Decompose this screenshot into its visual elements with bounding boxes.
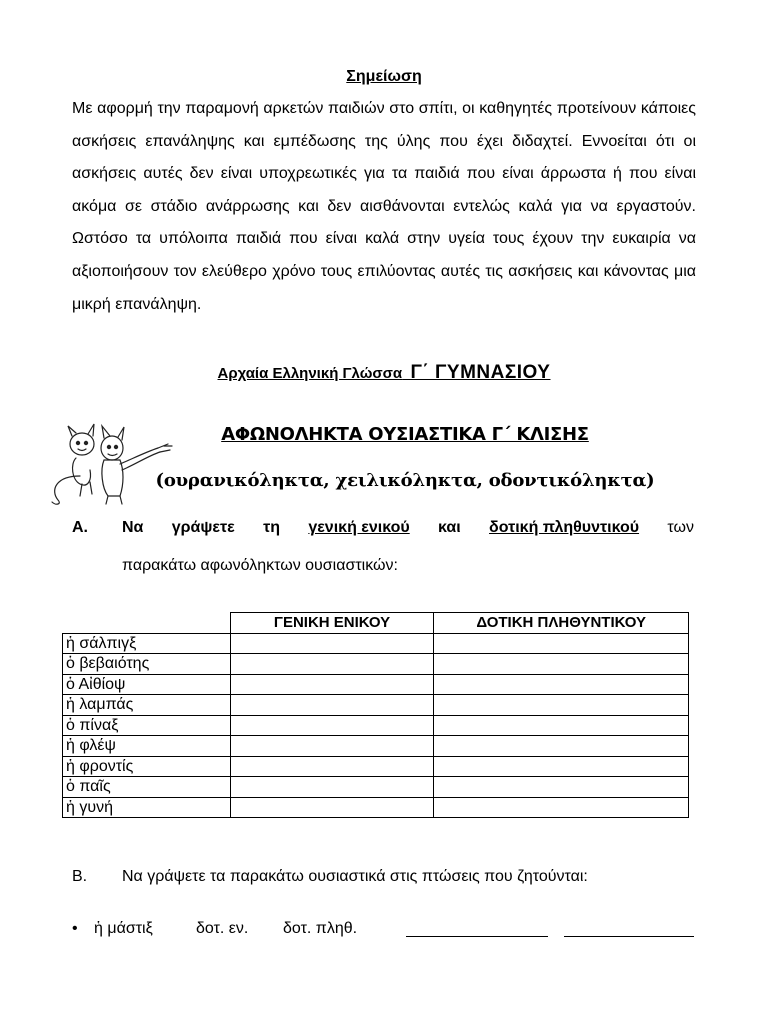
instr-word: γράψετε <box>171 519 235 536</box>
answer-cell[interactable] <box>434 674 689 695</box>
noun-cell: ἡ φλέψ <box>63 736 231 757</box>
section-a-instruction-cont: παρακάτω αφωνόληκτων ουσιαστικών: <box>122 557 398 574</box>
table-header-blank <box>63 613 231 634</box>
answer-cell[interactable] <box>434 654 689 675</box>
answer-cell[interactable] <box>230 715 434 736</box>
note-body: Με αφορμή την παραμονή αρκετών παιδιών στο σπίτι, οι καθηγητές προτείνουν κάποιες ασκήσεις επανάληψης και εμπέδωσης της ύλης που έχει διδαχτεί. Εννοείται ότι οι ασκήσεις αυτές δεν είναι υποχρεωτικές για τα παιδιά που είναι άρρωστα ή που είναι ακόμα σε στάδιο ανάρρωσης και δεν αισθάνονται εντελώς καλά για να εργαστούν. Ωστόσο τα υπόλοιπα παιδιά που είναι καλά στην υγεία τους έχουν την ευκαιρία να αξιοποιήσουν τον ελεύθερο χρόνο τους επιλύοντας αυτές τις ασκήσεις και κάνοντας μια μικρή επανάληψη. <box>72 100 696 313</box>
noun-cell: ἡ γυνή <box>63 797 231 818</box>
answer-cell[interactable] <box>434 736 689 757</box>
noun-cell: ὁ παῖς <box>63 777 231 798</box>
answer-cell[interactable] <box>434 756 689 777</box>
instr-word: και <box>438 519 461 536</box>
table-row <box>63 715 689 736</box>
answer-cell[interactable] <box>230 797 434 818</box>
instr-word: των <box>667 519 694 536</box>
table-row <box>63 756 689 777</box>
section-a-instruction <box>122 519 694 537</box>
answer-cell[interactable] <box>230 633 434 654</box>
answer-cell[interactable] <box>230 777 434 798</box>
subject-name: Αρχαία Ελληνική Γλώσσα <box>217 365 403 382</box>
answer-blank[interactable] <box>406 936 548 937</box>
section-a-label: Α. <box>72 519 88 536</box>
answer-cell[interactable] <box>230 654 434 675</box>
answer-cell[interactable] <box>230 756 434 777</box>
answer-cell[interactable] <box>230 736 434 757</box>
noun-cell: ὁ Αἰθίοψ <box>63 674 231 695</box>
answer-blank[interactable] <box>564 936 694 937</box>
table-row <box>63 654 689 675</box>
instr-word: τη <box>263 519 280 536</box>
table-row <box>63 674 689 695</box>
noun-cell: ἡ λαμπάς <box>63 695 231 716</box>
exercise-case-dative-plural: δοτ. πληθ. <box>283 920 358 937</box>
table-row <box>63 695 689 716</box>
table-header-genitive-singular: ΓΕΝΙΚΗ ΕΝΙΚΟΥ <box>230 613 434 634</box>
answer-cell[interactable] <box>230 695 434 716</box>
subject-line <box>0 362 768 384</box>
exercise-case-dative-singular: δοτ. εν. <box>196 920 249 937</box>
table-row <box>63 777 689 798</box>
answer-cell[interactable] <box>434 633 689 654</box>
answer-cell[interactable] <box>434 797 689 818</box>
table-row <box>63 736 689 757</box>
table-header-row <box>63 613 689 634</box>
noun-cell: ὁ πίναξ <box>63 715 231 736</box>
noun-cell: ἡ φροντίς <box>63 756 231 777</box>
answer-cell[interactable] <box>434 777 689 798</box>
noun-cell: ὁ βεβαιότης <box>63 654 231 675</box>
instr-word: Να <box>122 519 144 536</box>
topic-heading: ΑΦΩΝΟΛΗΚΤΑ ΟΥΣΙΑΣΤΙΚΑ Γ΄ ΚΛΙΣΗΣ <box>221 424 589 445</box>
table-header-dative-plural: ΔΟΤΙΚΗ ΠΛΗΘΥΝΤΙΚΟΥ <box>434 613 689 634</box>
bullet-icon: • <box>72 920 78 937</box>
exercise-item <box>72 920 696 944</box>
answer-cell[interactable] <box>230 674 434 695</box>
note-title: Σημείωση <box>346 68 422 85</box>
table-row <box>63 797 689 818</box>
subject-grade: Γ΄ ΓΥΜΝΑΣΙΟΥ <box>410 362 551 383</box>
declension-table <box>62 612 689 818</box>
instr-genitive-singular: γενική ενικού <box>308 519 410 536</box>
answer-cell[interactable] <box>434 715 689 736</box>
section-b-label: Β. <box>72 868 88 885</box>
topic-subheading: (ουρανικόληκτα, χειλικόληκτα, οδοντικόληκτα) <box>155 470 655 491</box>
noun-cell: ἡ σάλπιγξ <box>63 633 231 654</box>
answer-cell[interactable] <box>434 695 689 716</box>
instr-dative-plural: δοτική πληθυντικού <box>489 519 640 536</box>
table-row <box>63 633 689 654</box>
exercise-noun: ἡ μάστιξ <box>94 920 153 937</box>
section-b-instruction: Να γράψετε τα παρακάτω ουσιαστικά στις πτώσεις που ζητούνται: <box>122 868 588 885</box>
